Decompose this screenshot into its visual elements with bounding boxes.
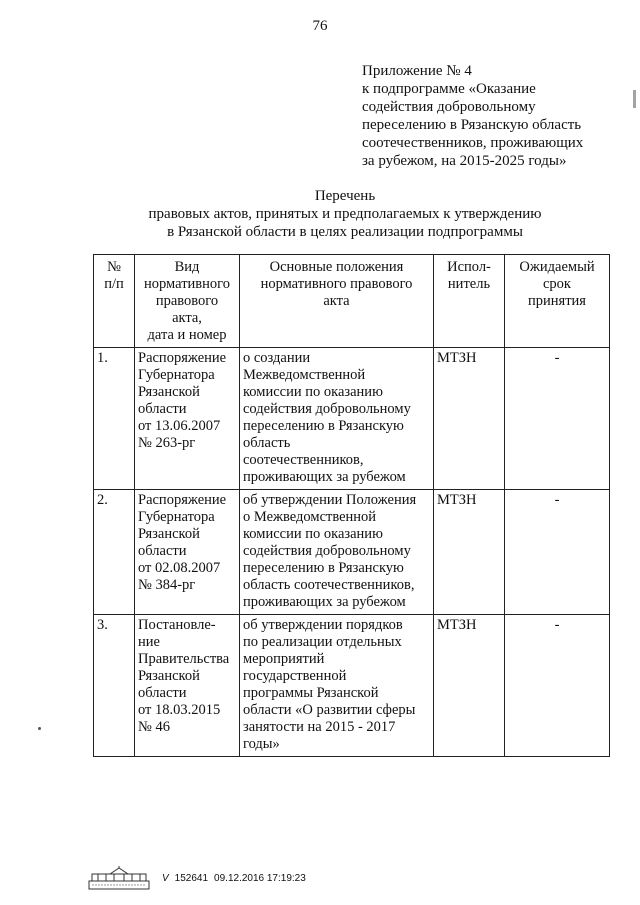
heading-line: в Рязанской области в целях реализации подпрограммы (167, 224, 523, 240)
term-cell: - (505, 615, 610, 757)
registry-stamp-icon (88, 866, 150, 890)
table-row (94, 490, 610, 615)
term-cell: - (505, 490, 610, 615)
footer-datetime: 09.12.2016 17:19:23 (214, 872, 306, 884)
table-row (94, 615, 610, 757)
executor-cell: МТЗН (434, 490, 505, 615)
header-act-type: Вид нормативного правового акта, дата и номер (135, 255, 240, 348)
document-footer (88, 866, 306, 890)
term-cell: - (505, 348, 610, 490)
appendix-line: за рубежом, на 2015-2025 годы» (362, 153, 567, 169)
provisions-cell: о создании Межведомственной комиссии по оказанию содействия добровольному переселению в Рязанскую область соотечественников, проживающих за рубежом (240, 348, 434, 490)
act-type-cell: Постановле- ние Правительства Рязанской области от 18.03.2015 № 46 (135, 615, 240, 757)
heading-line: правовых актов, принятых и предполагаемых к утверждению (148, 206, 542, 222)
table-row (94, 348, 610, 490)
provisions-cell: об утверждении Положения о Межведомственной комиссии по оказанию содействия добровольному переселению в Рязанскую область соотечественников, проживающих за рубежом (240, 490, 434, 615)
act-type-cell: Распоряжение Губернатора Рязанской области от 13.06.2007 № 263-рг (135, 348, 240, 490)
appendix-line: к подпрограмме «Оказание (362, 81, 536, 97)
footer-registration (162, 873, 306, 884)
provisions-cell: об утверждении порядков по реализации отдельных мероприятий государственной программы Рязанской области «О развитии сферы занятости на 2015 - 2017 годы» (240, 615, 434, 757)
act-type-cell: Распоряжение Губернатора Рязанской области от 02.08.2007 № 384-рг (135, 490, 240, 615)
scan-edge-mark (633, 90, 636, 108)
appendix-line: соотечественников, проживающих (362, 135, 584, 151)
heading-line: Перечень (314, 188, 376, 204)
header-number: № п/п (94, 255, 135, 348)
list-heading (0, 187, 640, 241)
row-number: 1. (94, 348, 135, 490)
row-number: 2. (94, 490, 135, 615)
appendix-line: содействия добровольному (362, 99, 536, 115)
header-executor: Испол- нитель (434, 255, 505, 348)
executor-cell: МТЗН (434, 348, 505, 490)
appendix-note (362, 62, 612, 170)
scan-dot (38, 727, 41, 730)
row-number: 3. (94, 615, 135, 757)
executor-cell: МТЗН (434, 615, 505, 757)
legal-acts-table (93, 254, 610, 757)
header-term: Ожидаемый срок принятия (505, 255, 610, 348)
table-header-row (94, 255, 610, 348)
appendix-line: переселению в Рязанскую область (362, 117, 582, 133)
appendix-line: Приложение № 4 (362, 63, 472, 79)
page-number: 76 (312, 18, 328, 34)
footer-doc-number: 152641 (174, 872, 209, 884)
footer-mark: V (162, 872, 169, 884)
header-provisions: Основные положения нормативного правового акта (240, 255, 434, 348)
